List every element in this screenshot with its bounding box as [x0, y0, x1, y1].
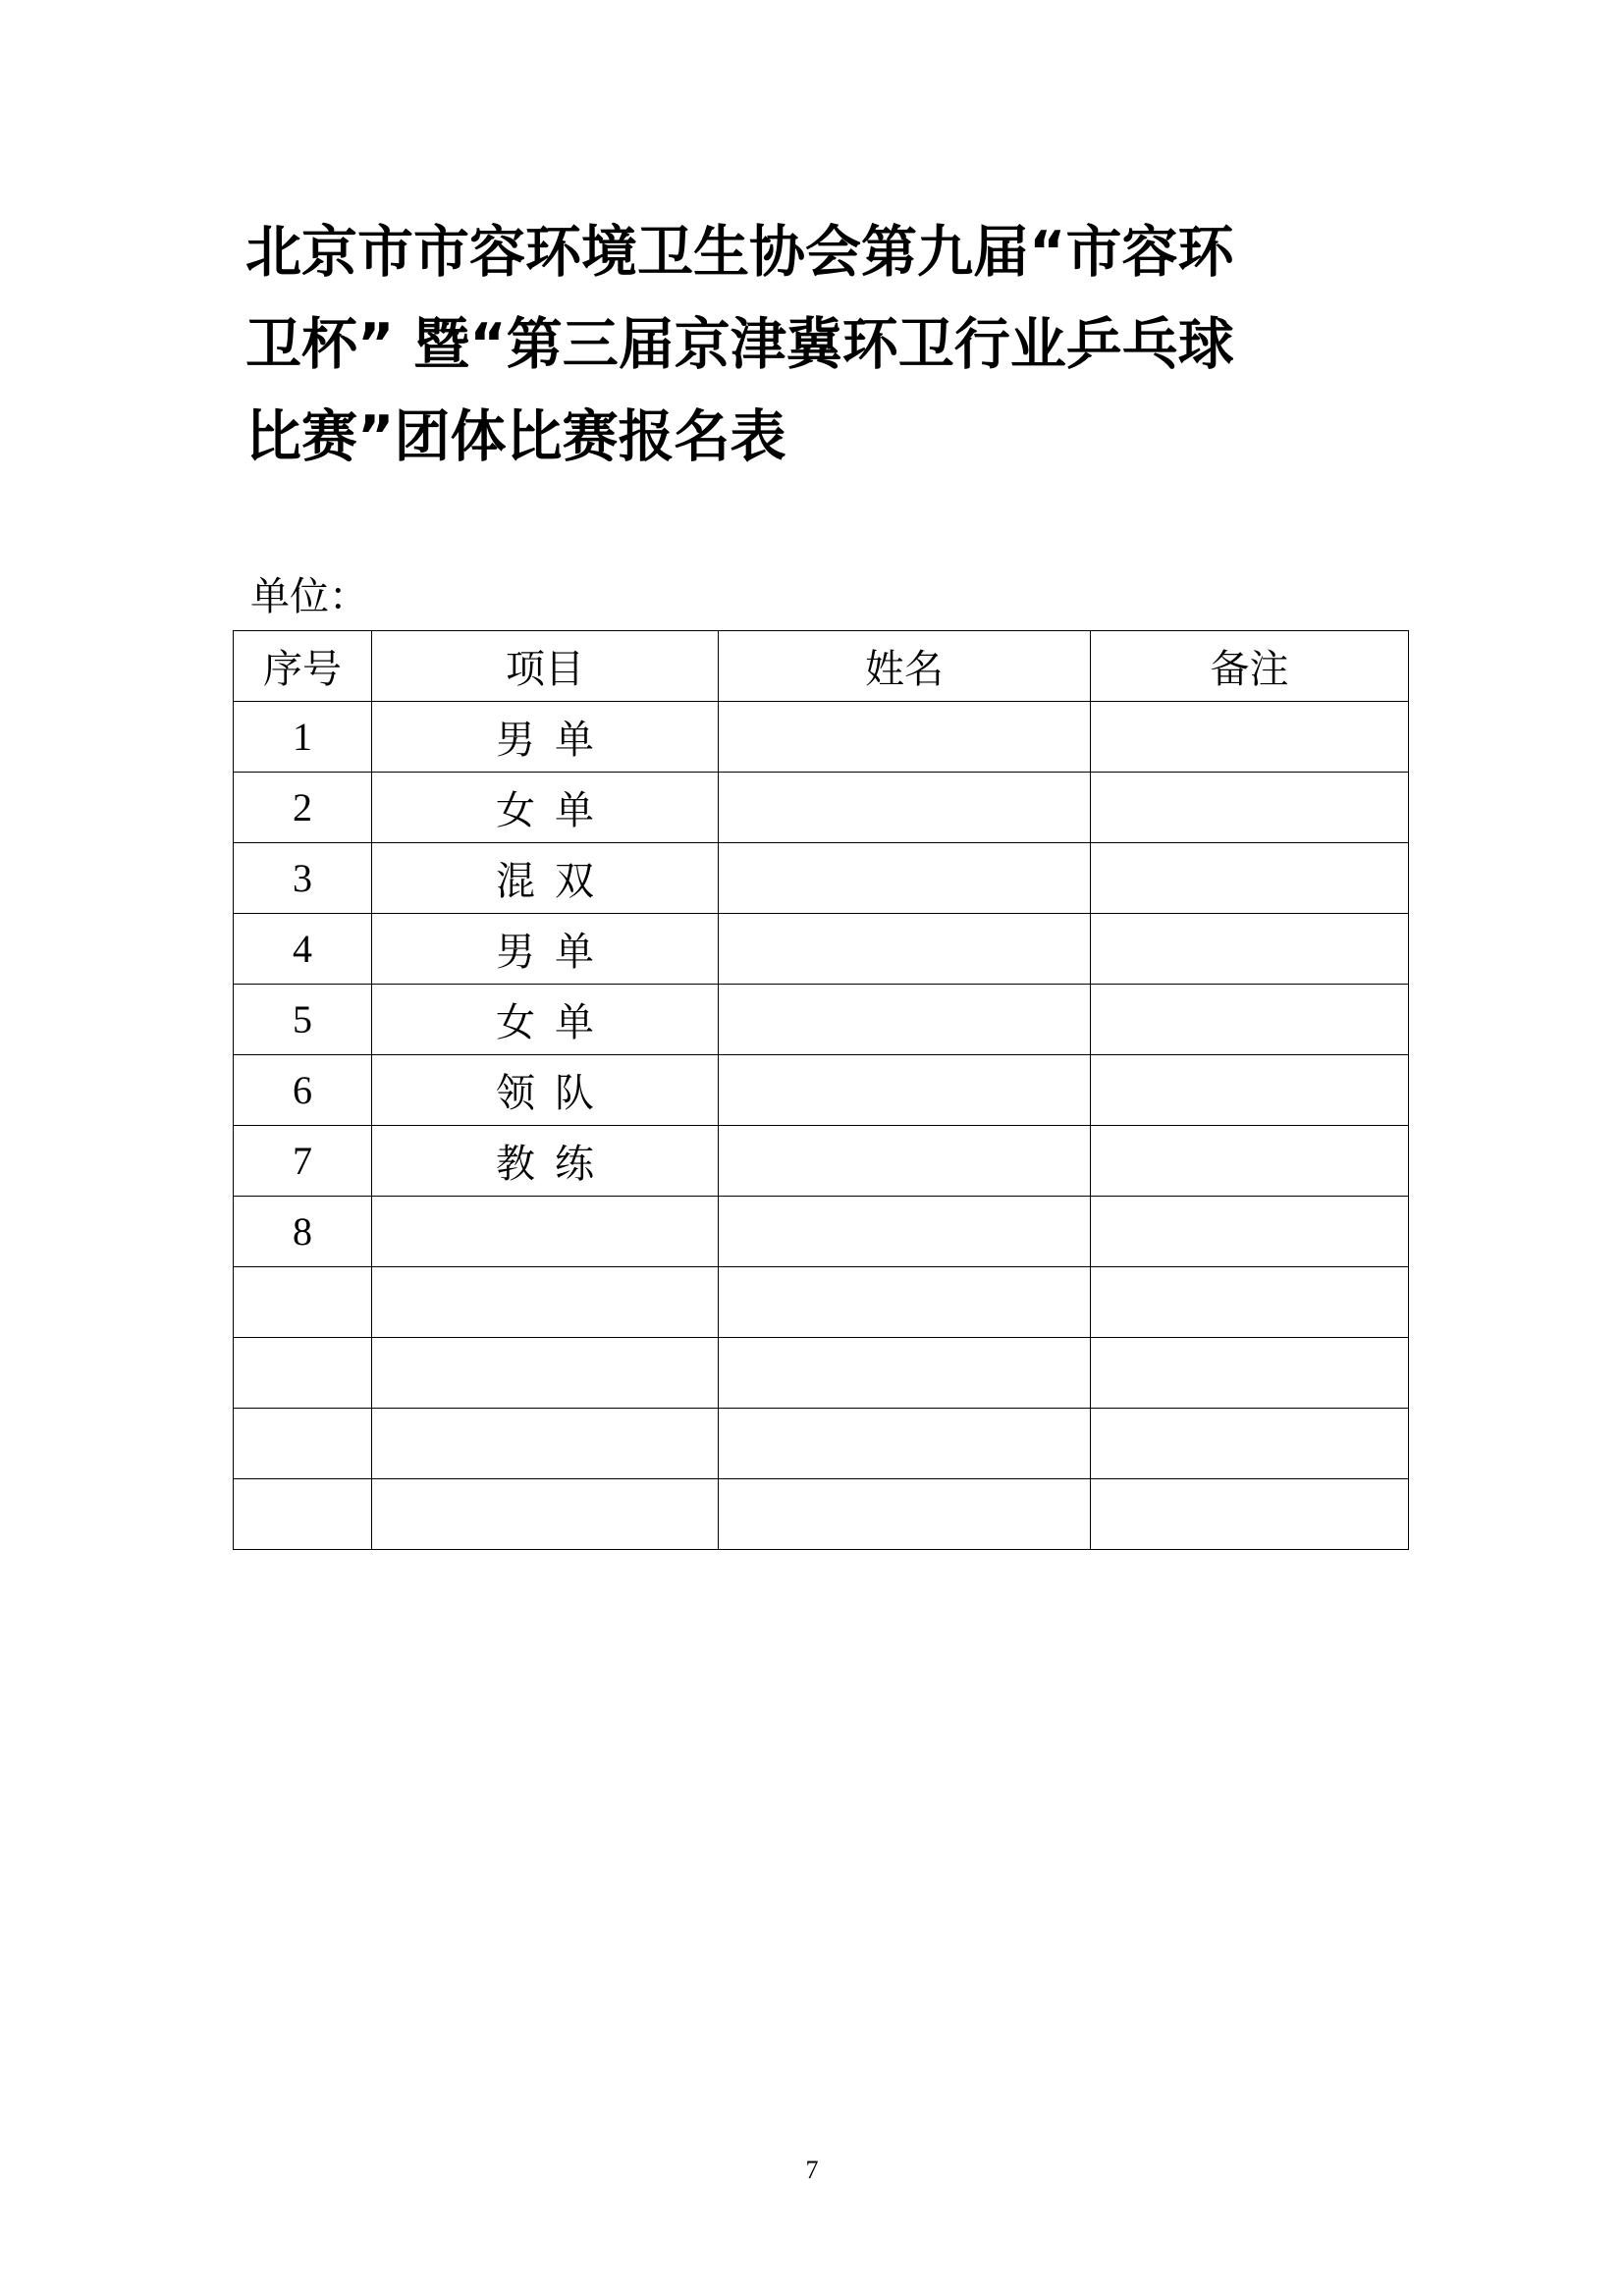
cell-serial-number[interactable] — [234, 1267, 372, 1338]
unit-label: 单位： — [250, 574, 368, 619]
cell-remark[interactable] — [1091, 1126, 1409, 1197]
cell-serial-number: 3 — [234, 843, 372, 914]
cell-name[interactable] — [719, 702, 1091, 773]
cell-remark[interactable] — [1091, 843, 1409, 914]
cell-name[interactable] — [719, 773, 1091, 843]
cell-event[interactable] — [372, 1409, 719, 1479]
cell-serial-number: 7 — [234, 1126, 372, 1197]
registration-table — [233, 630, 1409, 1550]
cell-remark[interactable] — [1091, 1338, 1409, 1409]
cell-event: 女 单 — [372, 985, 719, 1055]
cell-name[interactable] — [719, 914, 1091, 985]
cell-remark[interactable] — [1091, 1267, 1409, 1338]
cell-name[interactable] — [719, 1267, 1091, 1338]
cell-serial-number: 1 — [234, 702, 372, 773]
header-event: 项目 — [372, 631, 719, 702]
cell-name[interactable] — [719, 1126, 1091, 1197]
cell-name[interactable] — [719, 1338, 1091, 1409]
cell-remark[interactable] — [1091, 773, 1409, 843]
cell-serial-number[interactable] — [234, 1338, 372, 1409]
cell-serial-number: 2 — [234, 773, 372, 843]
cell-serial-number: 5 — [234, 985, 372, 1055]
cell-remark[interactable] — [1091, 985, 1409, 1055]
header-remark: 备注 — [1091, 631, 1409, 702]
table-header-row — [234, 631, 1409, 702]
cell-serial-number[interactable] — [234, 1479, 372, 1550]
table-row — [234, 985, 1409, 1055]
table-row — [234, 1055, 1409, 1126]
cell-name[interactable] — [719, 843, 1091, 914]
cell-name[interactable] — [719, 1055, 1091, 1126]
cell-remark[interactable] — [1091, 1197, 1409, 1267]
cell-name[interactable] — [719, 1409, 1091, 1479]
cell-serial-number: 6 — [234, 1055, 372, 1126]
cell-remark[interactable] — [1091, 914, 1409, 985]
table-row — [234, 843, 1409, 914]
title-line-1: 北京市市容环境卫生协会第九届“市容环 — [245, 220, 1234, 285]
table-row — [234, 1126, 1409, 1197]
cell-remark[interactable] — [1091, 1479, 1409, 1550]
cell-remark[interactable] — [1091, 702, 1409, 773]
page-number: 7 — [805, 2156, 819, 2184]
cell-event: 教 练 — [372, 1126, 719, 1197]
cell-remark[interactable] — [1091, 1409, 1409, 1479]
table-row — [234, 1197, 1409, 1267]
header-name: 姓名 — [719, 631, 1091, 702]
table-row — [234, 773, 1409, 843]
cell-event[interactable] — [372, 1197, 719, 1267]
table-row — [234, 1338, 1409, 1409]
document-title — [245, 206, 1424, 483]
cell-remark[interactable] — [1091, 1055, 1409, 1126]
cell-serial-number: 8 — [234, 1197, 372, 1267]
cell-name[interactable] — [719, 1197, 1091, 1267]
cell-event[interactable] — [372, 1267, 719, 1338]
table-row — [234, 1479, 1409, 1550]
table-row — [234, 702, 1409, 773]
cell-serial-number[interactable] — [234, 1409, 372, 1479]
cell-name[interactable] — [719, 985, 1091, 1055]
cell-event[interactable] — [372, 1479, 719, 1550]
cell-serial-number: 4 — [234, 914, 372, 985]
cell-event[interactable] — [372, 1338, 719, 1409]
header-serial-number: 序号 — [234, 631, 372, 702]
table-row — [234, 1409, 1409, 1479]
title-line-3: 比赛”团体比赛报名表 — [245, 404, 786, 469]
cell-event: 女 单 — [372, 773, 719, 843]
cell-event: 混 双 — [372, 843, 719, 914]
cell-name[interactable] — [719, 1479, 1091, 1550]
cell-event: 男 单 — [372, 914, 719, 985]
cell-event: 领 队 — [372, 1055, 719, 1126]
cell-event: 男 单 — [372, 702, 719, 773]
title-line-2: 卫杯” 暨“第三届京津冀环卫行业乒乓球 — [245, 312, 1234, 377]
table-row — [234, 1267, 1409, 1338]
table-row — [234, 914, 1409, 985]
